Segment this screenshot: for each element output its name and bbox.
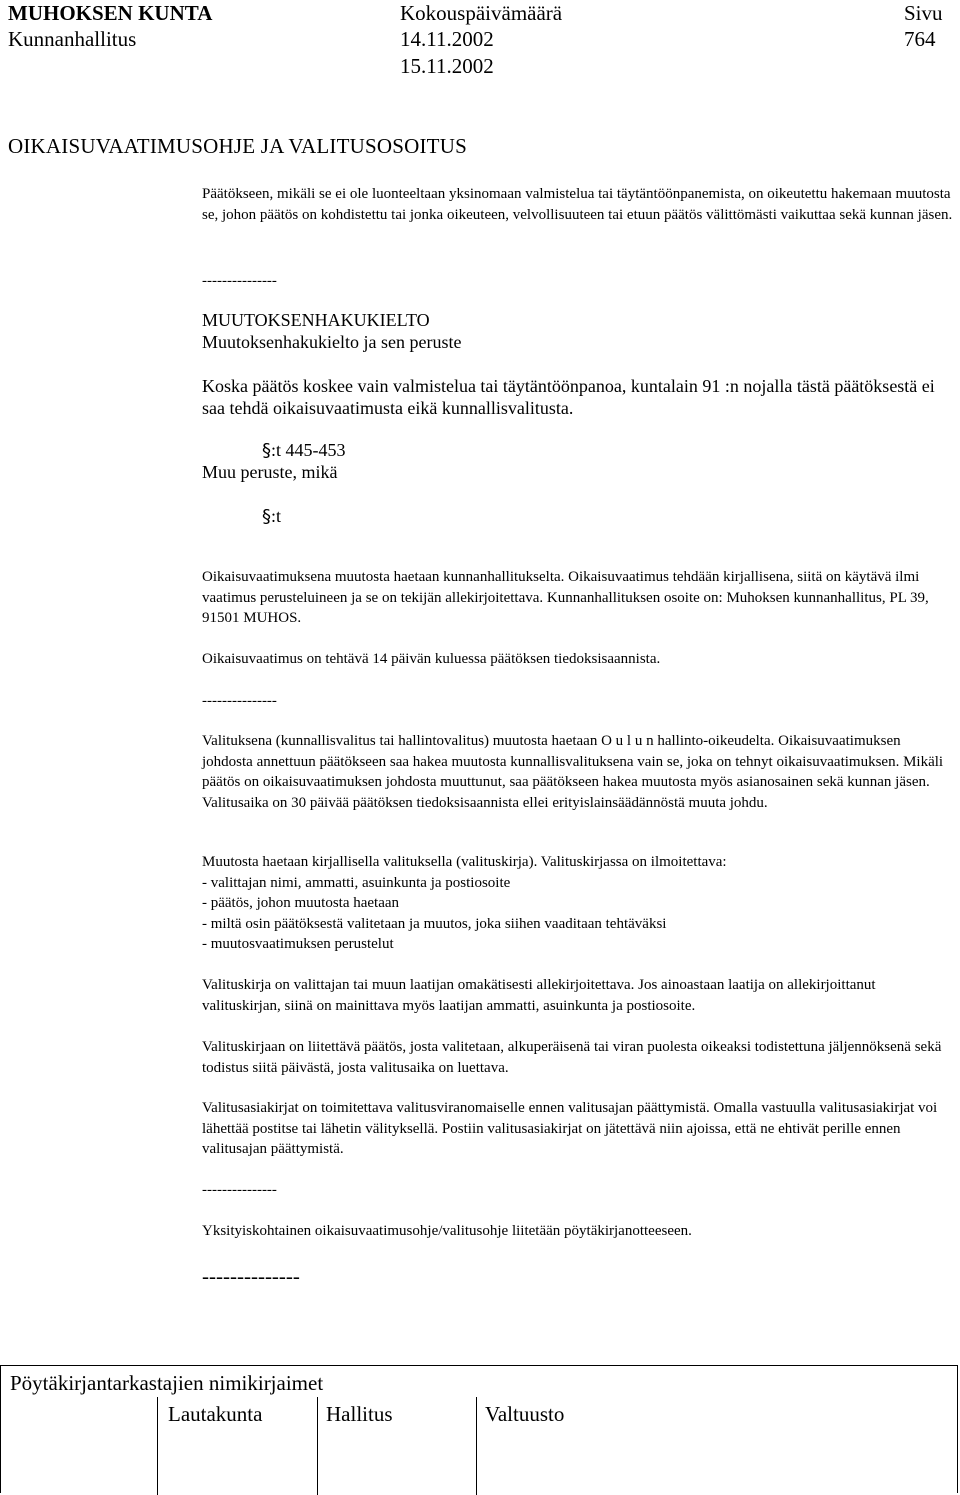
- footer-title: Pöytäkirjantarkastajien nimikirjaimet: [10, 1371, 324, 1395]
- list-item: - miltä osin päätöksestä valitetaan ja muutos, joka siihen vaaditaan tehtäväksi: [202, 916, 667, 932]
- ban-text: Koska päätös koskee vain valmistelua tai täytäntöönpanoa, kuntalain 91 :n nojalla tästä päätöksestä ei saa tehdä oikaisuvaatimusta eikä kunnallisvalitusta.: [202, 376, 935, 418]
- footer-col-council: Valtuusto: [485, 1402, 565, 1426]
- divider: [157, 1397, 158, 1495]
- meeting-date-1: 14.11.2002: [400, 27, 494, 51]
- paragraph-deadline: Oikaisuvaatimus on tehtävä 14 päivän kuluessa päätöksen tiedoksisaannista.: [202, 651, 661, 667]
- date-label: Kokouspäivämäärä: [400, 1, 563, 25]
- section-sign: §: [262, 440, 271, 461]
- other-reason: Muu peruste, mikä: [202, 462, 338, 482]
- paragraph-attachments: Valituskirjaan on liitettävä päätös, josta valitetaan, alkuperäisenä tai viran puolesta oikeaksi todistettuna jäljennöksenä sekä todistus siitä päivästä, josta valitusaika on luettava.: [202, 1039, 942, 1076]
- separator: --------------: [202, 1264, 300, 1288]
- divider: [476, 1397, 477, 1495]
- municipality-name: MUHOKSEN KUNTA: [8, 1, 213, 25]
- sections-line: §:t 445-453: [262, 440, 346, 461]
- paragraph-submission: Valitusasiakirjat on toimitettava valitusviranomaiselle ennen valitusajan päättymistä. Omalla vastuulla valitusasiakirjat voi lähettää postitse tai lähetin välityksellä. Postiin valitusasiakirjat on jätettävä niin ajoissa, että ne ehtivät perille ennen valitusajan päättymistä.: [202, 1100, 938, 1157]
- document-title: OIKAISUVAATIMUSOHJE JA VALITUSOSOITUS: [8, 134, 467, 158]
- footer-col-board: Lautakunta: [168, 1402, 263, 1426]
- divider: [317, 1397, 318, 1495]
- intro-paragraph: Päätökseen, mikäli se ei ole luonteeltaan yksinomaan valmistelua tai täytäntöönpanemista, on oikeutettu hakemaan muutosta se, johon päätös on kohdistettu tai jonka oikeuteen, velvollisuuteen tai etuun päätös välittömästi vaikuttaa sekä kunnan jäsen.: [202, 186, 953, 223]
- separator: ---------------: [202, 1182, 277, 1198]
- list-item: - valittajan nimi, ammatti, asuinkunta ja postiosoite: [202, 875, 511, 891]
- list-item: - päätös, johon muutosta haetaan: [202, 895, 400, 911]
- ban-heading: MUUTOKSENHAKUKIELTO: [202, 310, 430, 330]
- separator: ---------------: [202, 693, 277, 709]
- page-number: 764: [904, 27, 936, 51]
- meeting-date-2: 15.11.2002: [400, 54, 494, 78]
- other-sections-line: §:t: [262, 506, 282, 527]
- paragraph-appeal: Valituksena (kunnallisvalitus tai hallintovalitus) muutosta haetaan O u l u n hallinto-oikeudelta. Oikaisuvaatimuksen johdosta annettuun päätökseen saa hakea muutosta kunnallisvalituksena vain se, joka on tehnyt oikaisuvaatimuksen. Mikäli päätös on oikaisuvaatimuksen johdosta muuttunut, saa päätökseen hakea muutosta myös asianosainen sekä kunnan jäsen. Valitusaika on 30 päivää päätöksen tiedoksisaannista ellei erityislainsäädännöstä muuta johdu.: [202, 733, 944, 811]
- body-name: Kunnanhallitus: [8, 27, 137, 51]
- paragraph-detailed-instructions: Yksityiskohtainen oikaisuvaatimusohje/valitusohje liitetään pöytäkirjanotteeseen.: [202, 1223, 692, 1239]
- paragraph-signature: Valituskirja on valittajan tai muun laatijan omakätisesti allekirjoitettava. Jos ainoastaan laatija on allekirjoittanut valituskirjan, siinä on mainittava myös laatijan ammatti, asuinkunta ja postiosoite.: [202, 977, 876, 1014]
- page-label: Sivu: [904, 1, 943, 25]
- separator: ---------------: [202, 273, 277, 289]
- ban-subheading: Muutoksenhakukielto ja sen peruste: [202, 332, 462, 352]
- footer-col-government: Hallitus: [326, 1402, 393, 1426]
- section-sign: §: [262, 506, 271, 527]
- list-item: - muutosvaatimuksen perustelut: [202, 936, 394, 952]
- paragraph-appeal-letter-intro: Muutosta haetaan kirjallisella valituksella (valituskirja). Valituskirjassa on ilmoitettava:: [202, 854, 727, 870]
- paragraph-rectification: Oikaisuvaatimuksena muutosta haetaan kunnanhallitukselta. Oikaisuvaatimus tehdään kirjallisena, siitä on käytävä ilmi vaatimus perusteluineen ja se on tekijän allekirjoitettava. Kunnanhallituksen osoite on: Muhoksen kunnanhallitus, PL 39, 91501 MUHOS.: [202, 569, 929, 626]
